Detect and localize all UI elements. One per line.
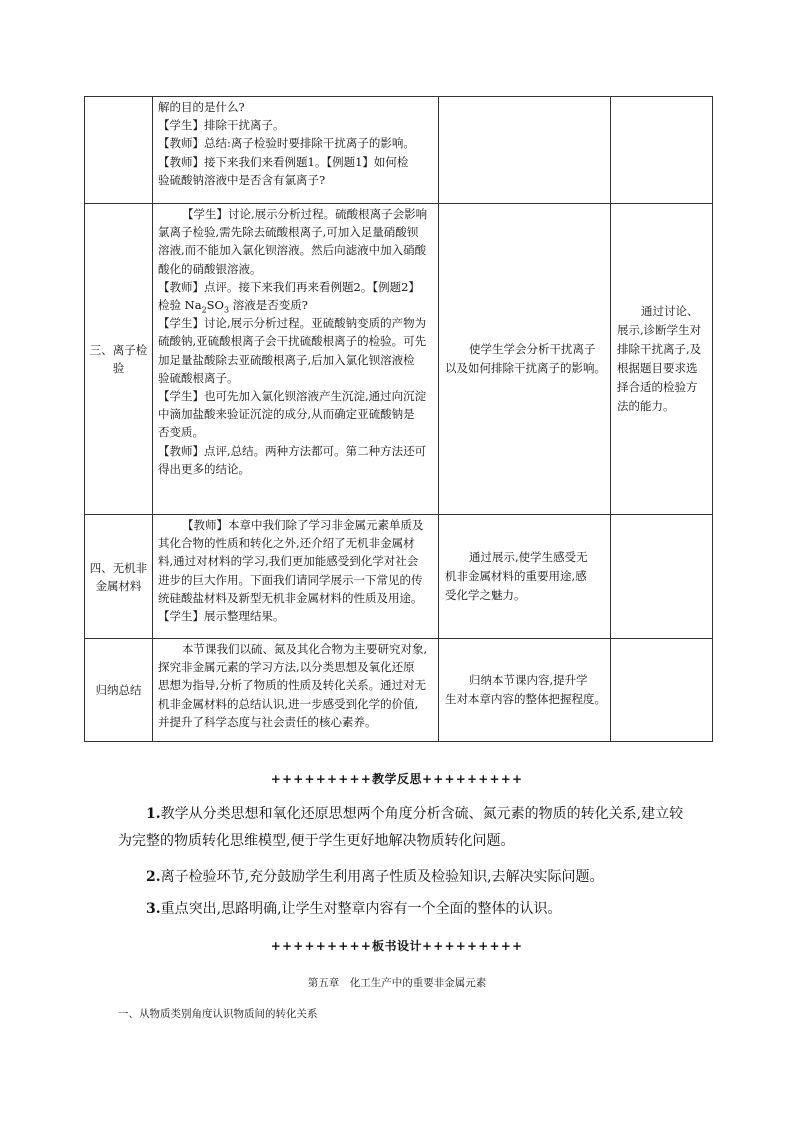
content-line: 【教师】本章中我们除了学习非金属元素单质及 — [182, 518, 424, 532]
reflection-item — [118, 864, 698, 891]
heading-decoration: +++++++++ — [270, 772, 372, 786]
intent-line: 择合适的检验方 — [617, 380, 698, 394]
item-number: 2. — [146, 869, 161, 885]
content-line: 氯离子检验,需先除去硫酸根离子,可加入足量硝酸钡 — [158, 225, 419, 240]
heading-decoration: +++++++++ — [422, 772, 524, 786]
goal-line: 归纳本节课内容,提升学 — [469, 673, 588, 687]
content-line: 酸化的硝酸银溶液。 — [158, 261, 262, 276]
reflection-line — [118, 896, 698, 923]
content-cell — [153, 639, 439, 742]
content-line: 进步的巨大作用。下面我们请同学展示一下常见的传 — [158, 572, 423, 587]
chapter-title: 第五章 化工生产中的重要非金属元素 — [307, 977, 487, 989]
intent-line: 根据题目要求选 — [617, 361, 698, 375]
step-cell — [85, 204, 153, 515]
content-line: 【学生】排除干扰离子。 — [158, 118, 285, 133]
goal-line: 通过展示,使学生感受无 — [469, 550, 588, 564]
content-cell — [153, 515, 439, 639]
heading-decoration: +++++++++ — [270, 939, 372, 953]
board-heading — [0, 937, 794, 954]
content-line: 验硫酸根离子。 — [158, 370, 239, 385]
item-text: 离子检验环节,充分鼓励学生利用离子性质及检验知识,去解决实际问题。 — [160, 869, 604, 885]
content-line: 料,通过对材料的学习,我们更加能感受到化学对社会 — [158, 554, 419, 569]
goal-cell — [439, 639, 611, 742]
content-line: 机非金属材料的总结认识,进一步感受到化学的价值, — [158, 696, 419, 711]
content-line: 加足量盐酸除去亚硫酸根离子,后加入氯化钡溶液检 — [158, 352, 415, 367]
content-line: 并提升了科学态度与社会责任的核心素养。 — [158, 714, 377, 729]
goal-line: 生对本章内容的整体把握程度。 — [445, 692, 606, 706]
lesson-table — [84, 96, 713, 742]
intent-line: 排除干扰离子,及 — [617, 342, 702, 356]
item-number: 1. — [146, 806, 161, 822]
content-line: 【教师】点评。接下来我们再来看例题2。【例题2】 — [158, 279, 420, 294]
intent-cell — [611, 639, 713, 742]
item-text: 教学从分类思想和氧化还原思想两个角度分析含硫、氮元素的物质的转化关系,建立较 — [160, 806, 684, 822]
formula-part: SO — [206, 298, 224, 313]
content-line: 得出更多的结论。 — [158, 461, 250, 476]
content-line: 【教师】接下来我们来看例题1。【例题1】如何检 — [158, 154, 409, 169]
intent-line: 展示,诊断学生对 — [617, 323, 702, 337]
table-row — [85, 204, 713, 515]
content-line: 本节课我们以硫、氮及其化合物为主要研究对象, — [182, 642, 428, 656]
reflection-line — [118, 864, 698, 891]
content-cell — [153, 204, 439, 515]
item-number: 3. — [146, 901, 161, 917]
goal-line: 使学生学会分析干扰离子 — [469, 342, 596, 356]
section-heading: 一、从物质类别角度认识物质间的转化关系 — [118, 1008, 318, 1020]
content-line: 否变质。 — [158, 425, 204, 440]
intent-cell — [611, 204, 713, 515]
content-line: 硫酸钠,亚硫酸根离子会干扰硫酸根离子的检验。可先 — [158, 334, 427, 349]
table-row — [85, 515, 713, 639]
intent-cell — [611, 515, 713, 639]
reflection-line — [118, 801, 698, 828]
goal-line: 以及如何排除干扰离子的影响。 — [445, 361, 606, 375]
content-line: 溶液,而不能加入氯化钡溶液。然后向滤液中加入硝酸 — [158, 243, 427, 258]
step-label: 四、无机非 — [89, 560, 148, 575]
content-line: 【学生】讨论,展示分析过程。亚硫酸钠变质的产物为 — [158, 316, 427, 331]
table-row — [85, 97, 713, 204]
step-label: 金属材料 — [95, 578, 142, 593]
heading-decoration: +++++++++ — [422, 939, 524, 953]
goal-cell — [439, 515, 611, 639]
step-label: 归纳总结 — [95, 683, 142, 697]
step-cell — [85, 515, 153, 639]
formula-part: 检验 Na — [158, 298, 202, 313]
goal-line: 机非金属材料的重要用途,感 — [445, 569, 587, 583]
goal-cell — [439, 204, 611, 515]
content-line: 中滴加盐酸来验证沉淀的成分,从而确定亚硫酸钠是 — [158, 407, 415, 422]
table-row — [85, 639, 713, 742]
subscript: 2 — [201, 305, 207, 315]
content-line: 【教师】点评,总结。两种方法都可。第二种方法还可 — [158, 443, 427, 458]
content-line: 【学生】也可先加入氯化钡溶液产生沉淀,通过向沉淀 — [158, 389, 427, 404]
content-line: 思想为指导,分析了物质的性质及转化关系。通过对无 — [158, 678, 427, 693]
content-line: 【学生】展示整理结果。 — [158, 609, 285, 624]
reflection-heading — [0, 770, 794, 787]
content-line — [158, 296, 434, 314]
formula-part: 溶液是否变质? — [229, 298, 308, 313]
content-line: 解的目的是什么? — [158, 100, 245, 114]
reflection-item — [118, 896, 698, 923]
content-line: 其化合物的性质和转化之外,还介绍了无机非金属材 — [158, 536, 415, 551]
step-cell — [85, 639, 153, 742]
board-title: 板书设计 — [371, 939, 422, 953]
content-line: 统硅酸盐材料及新型无机非金属材料的性质及用途。 — [158, 590, 423, 605]
content-line: 验硫酸钠溶液中是否含有氯离子? — [158, 172, 326, 187]
step-cell — [85, 97, 153, 204]
step-label: 三、离子检验 — [89, 343, 148, 375]
item-text: 重点突出,思路明确,让学生对整章内容有一个全面的整体的认识。 — [160, 901, 562, 917]
goal-line: 受化学之魅力。 — [445, 588, 526, 602]
intent-line: 法的能力。 — [617, 399, 675, 413]
content-line: 【学生】讨论,展示分析过程。硫酸根离子会影响 — [182, 207, 428, 221]
reflection-line: 为完整的物质转化思维模型,便于学生更好地解决物质转化问题。 — [118, 833, 515, 849]
reflection-title: 教学反思 — [371, 772, 422, 786]
goal-cell — [439, 97, 611, 204]
intent-cell — [611, 97, 713, 204]
reflection-item — [118, 801, 698, 855]
intent-line: 通过讨论、 — [641, 304, 699, 318]
content-line: 【教师】总结:离子检验时要排除干扰离子的影响。 — [158, 136, 415, 151]
content-cell — [153, 97, 439, 204]
content-line: 探究非金属元素的学习方法,以分类思想及氧化还原 — [158, 660, 415, 675]
subscript: 3 — [223, 305, 230, 315]
